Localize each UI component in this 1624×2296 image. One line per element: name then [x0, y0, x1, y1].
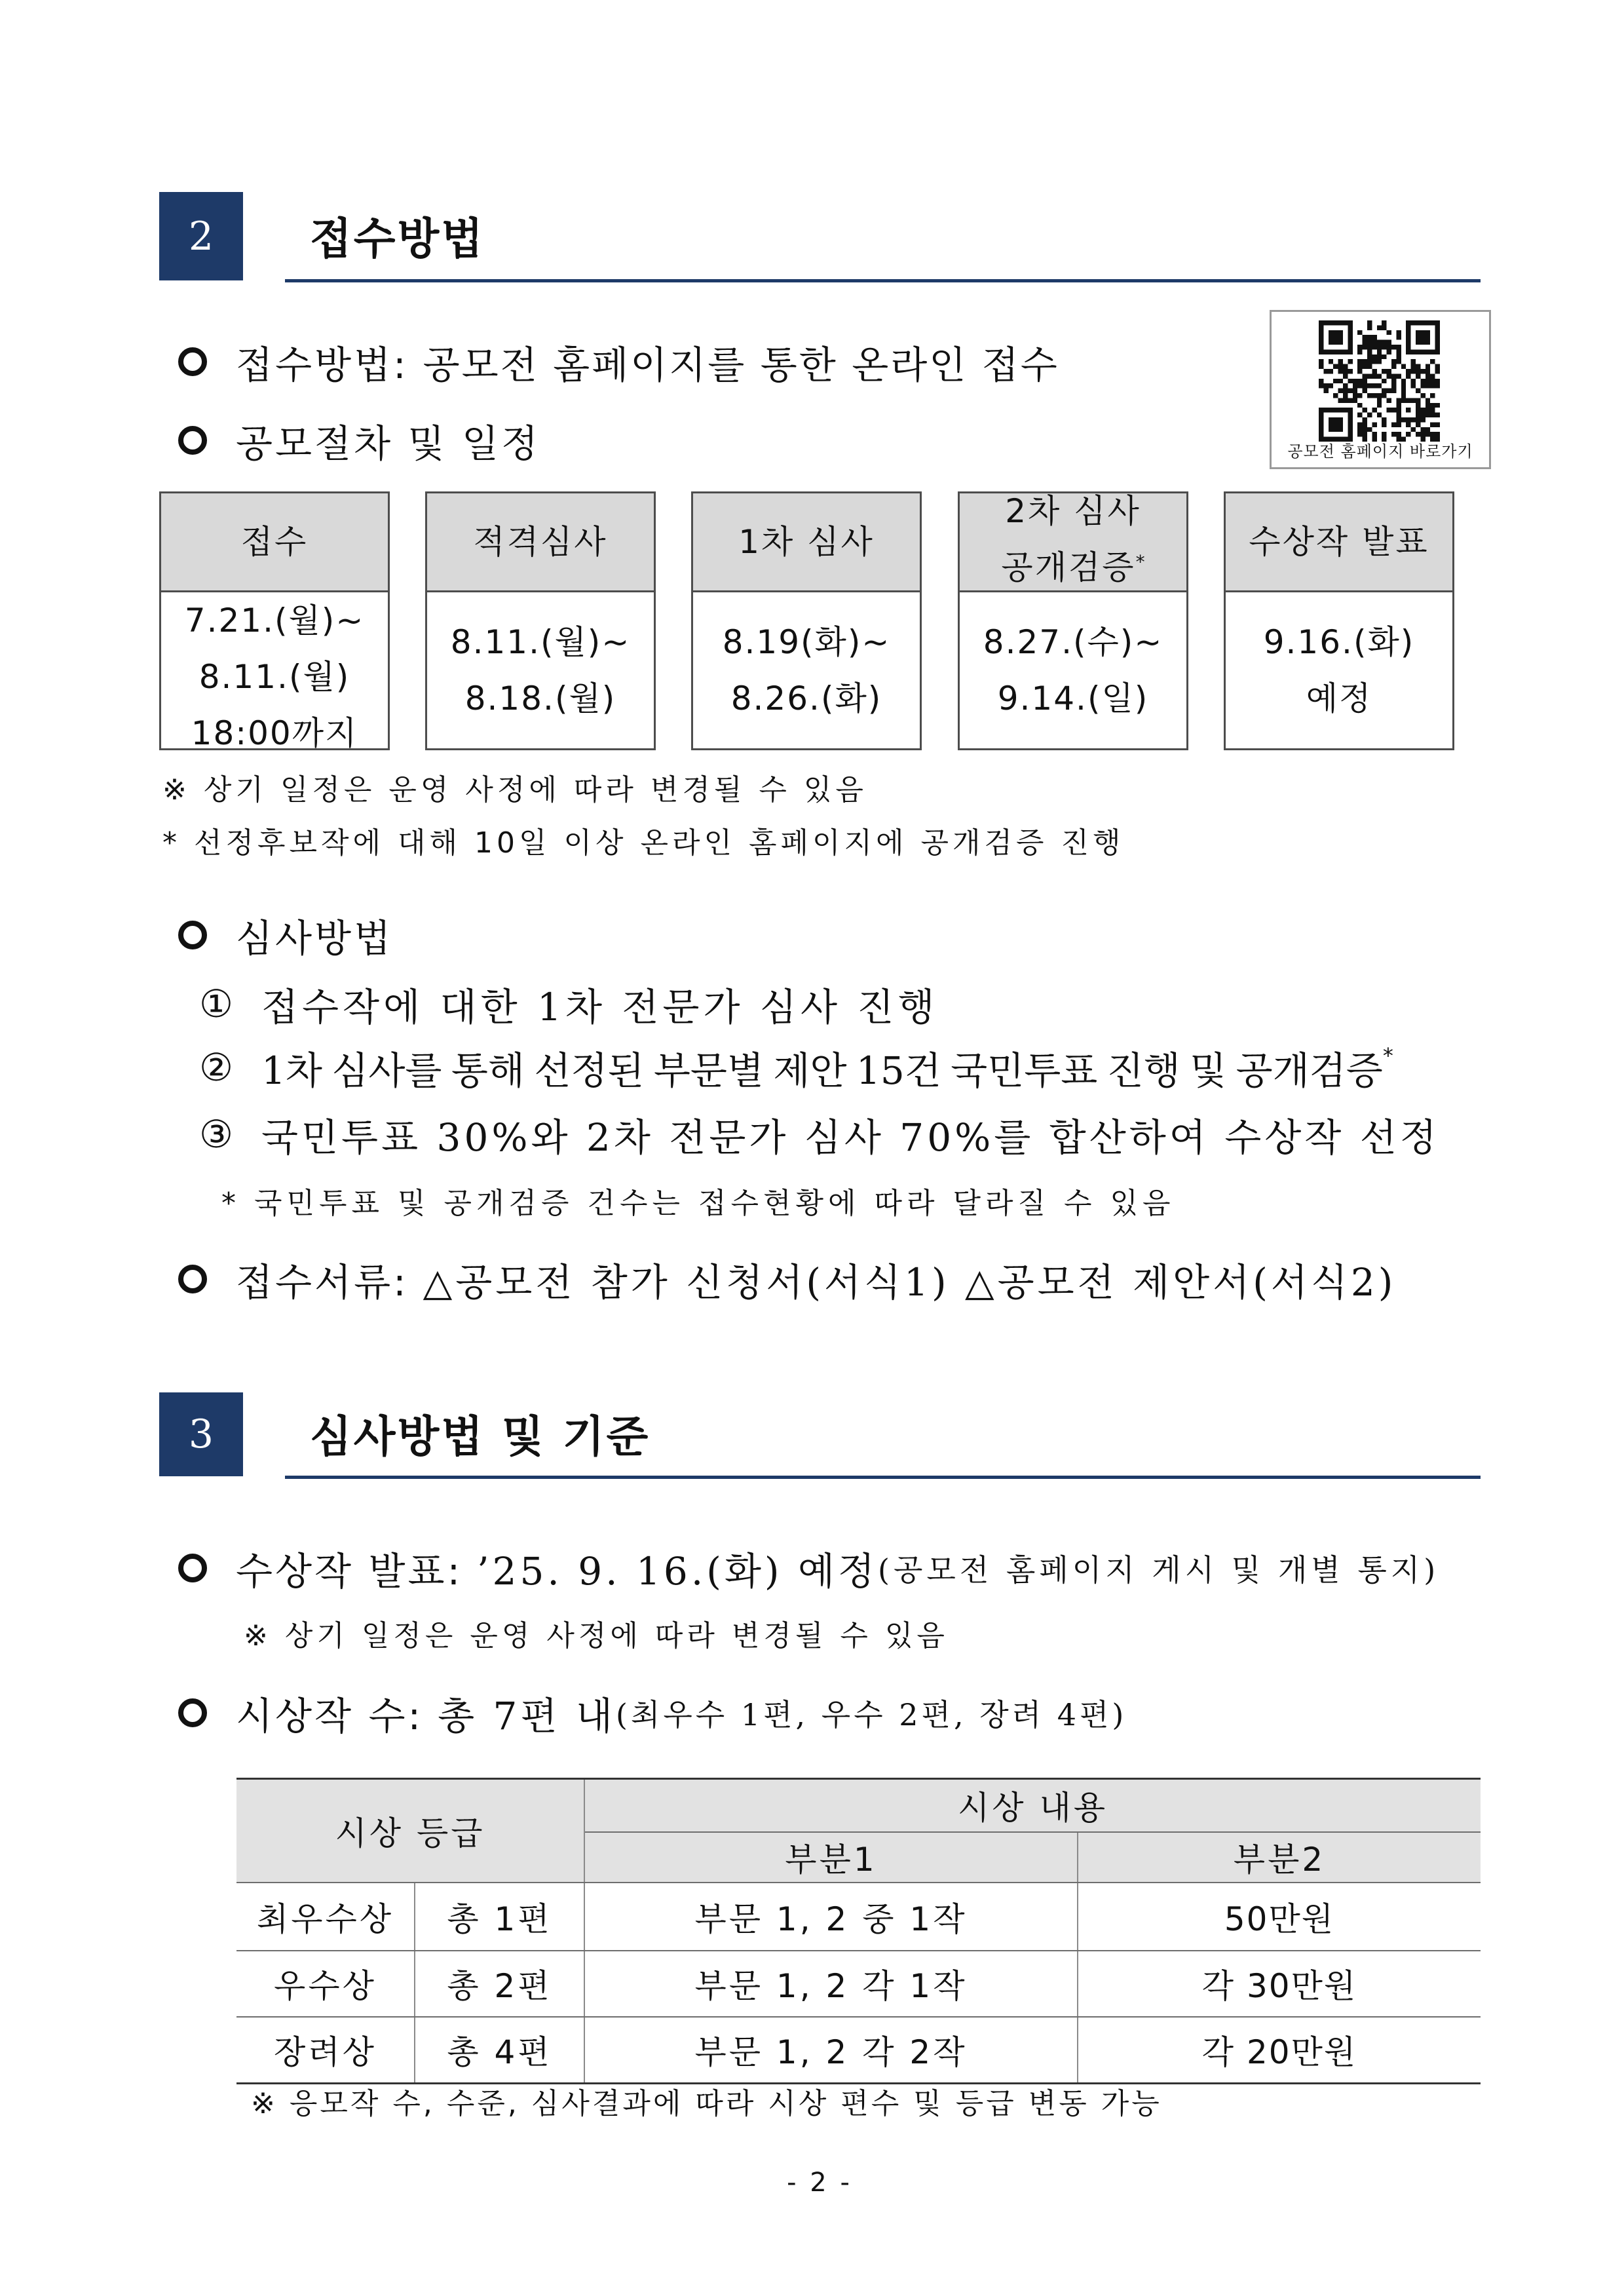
announcement-label: 수상작 발표:	[236, 1549, 463, 1594]
step-text: 1차 심사를 통해 선정된 부문별 제안 15건 국민투표 진행 및 공개검증	[261, 1048, 1383, 1093]
table-row	[236, 1883, 1481, 1951]
table-header-row	[236, 1779, 1481, 1832]
review-footnote: * 국민투표 및 공개검증 건수는 접수현황에 따라 달라질 수 있음	[221, 1187, 1175, 1220]
documents-text: △공모전 참가 신청서(서식1) △공모전 제안서(서식2)	[423, 1260, 1397, 1305]
award-count-label: 시상작 수:	[236, 1694, 424, 1738]
header-grade: 시상 등급	[236, 1779, 584, 1883]
hollow-circle-bullet-icon	[178, 1265, 207, 1293]
section-title: 접수방법	[310, 214, 485, 264]
schedule-step-1	[159, 491, 390, 750]
table-row	[236, 1951, 1481, 2017]
schedule-note: ※ 상기 일정은 운영 사정에 따라 변경될 수 있음	[162, 773, 867, 807]
schedule-step-3	[691, 491, 922, 750]
schedule-date-line: 8.26.(화)	[730, 679, 882, 718]
schedule-date-line: 8.27.(수)~	[983, 623, 1163, 661]
documents-line	[178, 1250, 1396, 1309]
schedule-footnote: * 선정후보작에 대해 10일 이상 온라인 홈페이지에 공개검증 진행	[162, 826, 1125, 860]
award-count-line	[178, 1683, 1127, 1742]
review-method-heading: 심사방법	[236, 916, 394, 961]
section-underline	[285, 279, 1481, 282]
section-number-badge: 3	[159, 1392, 243, 1476]
cell-count: 총 1편	[415, 1883, 584, 1951]
header-part2: 부분2	[1078, 1832, 1481, 1883]
schedule-step-title-line: 1차 심사	[738, 523, 875, 561]
cell-part1: 부문 1, 2 각 1작	[584, 1951, 1078, 2017]
announcement-detail: (공모전 홈페이지 게시 및 개별 통지)	[878, 1552, 1440, 1588]
footnote-mark: *	[1382, 1043, 1393, 1068]
cell-count: 총 2편	[415, 1951, 584, 2017]
cell-part2: 각 20만원	[1078, 2017, 1481, 2084]
schedule-date-line: 예정	[1306, 679, 1372, 718]
schedule-step-dates	[161, 592, 388, 761]
schedule-date-line: 8.11.(월)	[198, 658, 350, 696]
schedule-step-dates	[960, 592, 1186, 748]
awards-table-note: ※ 응모작 수, 수준, 심사결과에 따라 시상 편수 및 등급 변동 가능	[251, 2087, 1162, 2120]
hollow-circle-bullet-icon	[178, 426, 207, 455]
cell-part2: 50만원	[1078, 1883, 1481, 1951]
schedule-step-dates	[427, 592, 654, 748]
section-title: 심사방법 및 기준	[310, 1411, 651, 1462]
schedule-step-title	[161, 493, 388, 592]
schedule-step-dates	[693, 592, 920, 748]
schedule-step-5	[1224, 491, 1454, 750]
schedule-date-line: 9.14.(일)	[997, 679, 1149, 718]
review-step-3	[199, 1105, 1440, 1164]
schedule-heading: 공모절차 및 일정	[236, 421, 541, 466]
announcement-line	[178, 1539, 1439, 1598]
schedule-step-title-line: 접수	[240, 523, 309, 561]
schedule-step-title-text: 공개검증	[1001, 548, 1136, 586]
cell-count: 총 4편	[415, 2017, 584, 2084]
announcement-date: ’25. 9. 16.(화) 예정	[477, 1549, 878, 1594]
schedule-step-title	[960, 493, 1186, 592]
documents-label: 접수서류:	[236, 1260, 409, 1305]
schedule-step-2	[425, 491, 656, 750]
step-number: ②	[199, 1045, 233, 1090]
schedule-step-title-line: 적격심사	[473, 523, 608, 561]
schedule-date-line: 18:00까지	[191, 714, 358, 752]
section-underline	[285, 1476, 1481, 1479]
schedule-date-line: 9.16.(화)	[1263, 623, 1415, 661]
schedule-date-line: 7.21.(월)~	[184, 602, 365, 640]
footnote-mark: *	[1135, 551, 1145, 573]
schedule-step-title-line: 수상작 발표	[1249, 523, 1429, 561]
hollow-circle-bullet-icon	[178, 1554, 207, 1582]
hollow-circle-bullet-icon	[178, 921, 207, 949]
qr-code-box	[1270, 310, 1491, 469]
method-label: 접수방법:	[236, 343, 409, 387]
section-number-badge: 2	[159, 192, 243, 280]
cell-grade: 최우수상	[236, 1883, 415, 1951]
qr-caption: 공모전 홈페이지 바로가기	[1287, 442, 1473, 461]
schedule-step-dates	[1226, 592, 1452, 748]
cell-part2: 각 30만원	[1078, 1951, 1481, 2017]
method-line	[178, 332, 1059, 391]
schedule-step-title	[1226, 493, 1452, 592]
schedule-step-title-line	[1001, 539, 1144, 601]
step-text: 국민투표 30%와 2차 전문가 심사 70%를 합산하여 수상작 선정	[261, 1115, 1440, 1160]
award-count-total: 총 7편 내	[438, 1694, 616, 1738]
award-count-detail: (최우수 1편, 우수 2편, 장려 4편)	[615, 1697, 1127, 1732]
review-step-1	[199, 974, 938, 1033]
cell-grade: 우수상	[236, 1951, 415, 2017]
review-method-heading-line	[178, 906, 407, 965]
announcement-note: ※ 상기 일정은 운영 사정에 따라 변경될 수 있음	[244, 1619, 949, 1653]
page-number: - 2 -	[787, 2168, 852, 2198]
schedule-heading-line	[178, 411, 555, 470]
step-number: ③	[199, 1112, 233, 1157]
schedule-step-title-line: 2차 심사	[1005, 492, 1141, 530]
schedule-date-line: 8.18.(월)	[464, 679, 616, 718]
qr-code	[1319, 320, 1440, 442]
step-number: ①	[199, 982, 233, 1026]
table-row	[236, 2017, 1481, 2084]
method-text: 공모전 홈페이지를 통한 온라인 접수	[423, 343, 1059, 387]
hollow-circle-bullet-icon	[178, 347, 207, 376]
cell-part1: 부문 1, 2 중 1작	[584, 1883, 1078, 1951]
schedule-step-title	[693, 493, 920, 592]
header-part1: 부분1	[584, 1832, 1078, 1883]
schedule-date-line: 8.11.(월)~	[450, 623, 631, 661]
awards-table	[236, 1778, 1481, 2084]
cell-part1: 부문 1, 2 각 2작	[584, 2017, 1078, 2084]
header-content: 시상 내용	[584, 1779, 1481, 1832]
schedule-date-line: 8.19(화)~	[722, 623, 891, 661]
schedule-step-title	[427, 493, 654, 592]
hollow-circle-bullet-icon	[178, 1698, 207, 1727]
review-step-2	[199, 1038, 1393, 1097]
cell-grade: 장려상	[236, 2017, 415, 2084]
schedule-step-4	[958, 491, 1188, 750]
step-text: 접수작에 대한 1차 전문가 심사 진행	[261, 985, 939, 1029]
